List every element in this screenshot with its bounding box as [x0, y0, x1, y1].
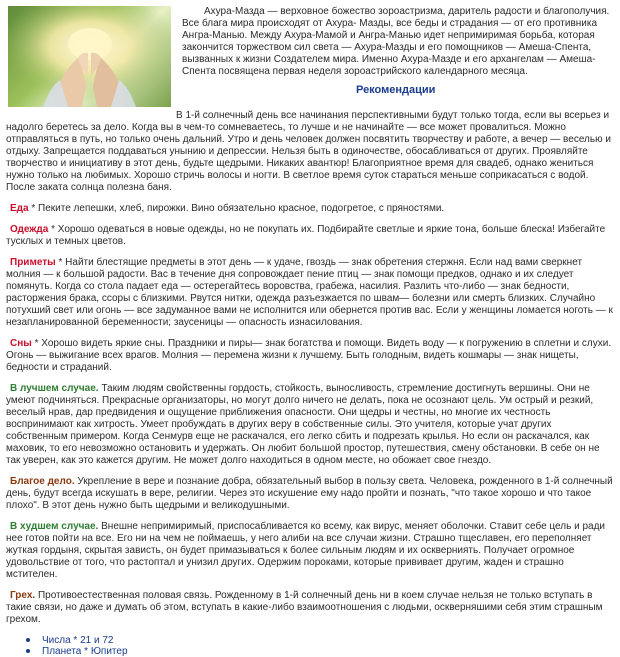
- sin-section: [6, 590, 614, 626]
- food-text: * Пеките лепешки, хлеб, пирожки. Вино обязательно красное, подогретое, с пряностями.: [28, 203, 445, 214]
- good-deed-section: [6, 476, 614, 512]
- day-description: В 1-й солнечный день все начинания перспективными будут только тогда, если вы всерьез и надолго беретесь за дело. Когда вы в чем-то сомневаетесь, то лучше и не начинайте — все может провалиться. Можно отправляться в путь, но только очень дальний. Утро и день человек должен посвятить творчеству и работе, а вечер — веселью и отдыху. Запрещается поддаваться унынию и депрессии. Нельзя быть в одиночестве, обосабливаться от других. Проявляйте творчество и инициативу в этот день, будьте щедрыми. Никаких авантюр! Благоприятное время для свадеб, однако жениться нужно только на любимых. Хорошо стричь волосы и ногти. В светлое время суток стараться меньше соприкасаться с водой. После заката солнца полезна баня.: [6, 110, 611, 193]
- clothes-section: [6, 224, 614, 248]
- recommendations-heading: Рекомендации: [356, 84, 436, 96]
- best-case-section: [6, 383, 614, 467]
- list-item: [26, 646, 614, 657]
- list-item: [26, 635, 614, 646]
- worst-case-label: В худшем случае.: [10, 521, 99, 532]
- sin-text: Противоестественная половая связь. Рожденному в 1-й солнечный день ни в коем случае нельзя не только вступать в такие связи, но даже и думать об этом, вступать в какие-либо взаимоотношения с людьми, оскверняшими себя этим страшным грехом.: [6, 590, 603, 625]
- numbers-link[interactable]: Числа * 21 и 72: [42, 635, 114, 646]
- header-block: [6, 4, 614, 107]
- food-section: [6, 203, 614, 215]
- dreams-section: [6, 338, 614, 374]
- best-case-text: Таким людям свойственны гордость, стойкость, выносливость, стремление достигнуть вершины. Они не умеют подчиняться. Прекрасные организаторы, но могут долго ничего не делать, пока не осознают цель. Ум острый и резкий, веселый нрав, дар предвидения и ощущение приближения опасности. Они щедры и честны, но многие их честность воспринимают как хитрость. Умеет пробуждать в других веру в собственные силы. Это учителя, которые учат других собственным примером. Когда Сенмурв еще не раскачался, его легко сбить и подрезать крылья. Но если он раскачался, как маховик, то его невозможно остановить и удержать. Он любит большой простор, путешествия, смену обстановки. В себе он не так уверен, как это кажется другим. Не может долго находиться в одном месте, но обожает свое гнездо.: [6, 383, 600, 466]
- omens-text: * Найти блестящие предметы в этот день — к удаче, гвоздь — знак обретения стержня. Если над вами сверкнет молния — к большой радости. Вас в течение дня сопровождает пение птиц — знак помощи предков, однако и их следует помянуть. Когда со стола падает еда — остерегайтесь воровства, грабежа, насилия. Разлить что-либо — знак бедности, расторжения брака, ссоры с близкими. Рвутся нитки, одежда разъезжается по швам— болезни или смерть близких. Случайно потухший свет или огонь — все задуманное вами не исполнится или обернется против вас. Если у женщины ломается ноготь — к незапланированной беременности; заусеницы — опасность изнасилования.: [6, 257, 613, 328]
- bullet-icon: [26, 649, 30, 653]
- sin-label: Грех.: [10, 590, 36, 601]
- dreams-text: * Хорошо видеть яркие сны. Праздники и пиры— знак богатства и помощи. Видеть воду — к погружению в сплетни и слухи. Огонь — выжигание всех врагов. Молния — перемена жизни к лучшему. Быть голодным, видеть кошмары — знак нищеты, бедности и страданий.: [6, 338, 612, 373]
- omens-section: [6, 257, 614, 329]
- intro-paragraph: Ахура-Мазда — верховное божество зороастризма, даритель радости и благополучия. Все блага мира происходят от Ахура- Мазды, все беды и страдания — от его противника Ангра-Манью. Между Ахура-Мамой и Ангра-Манью идет непримиримая борьба, которая закончится торжеством сил света — Ахура-Мазды и его помощников — Амеша-Спента, вызванных к жизни Создателем мира. Именно Ахура-Мазде и его архангелам — Амеша-Спента посвящена первая неделя зороастрийского календарного месяца.: [182, 6, 610, 77]
- worst-case-section: [6, 521, 614, 581]
- clothes-label: Одежда: [10, 224, 49, 235]
- good-deed-label: Благое дело.: [10, 476, 75, 487]
- bullet-icon: [26, 638, 30, 642]
- omens-label: Приметы: [10, 257, 56, 268]
- hands-light-illustration: [8, 6, 171, 107]
- food-label: Еда: [10, 203, 29, 214]
- worst-case-text: Внешне непримиримый, приспосабливается ко всему, как вирус, меняет оболочки. Ставит себе цель и ради нее готов пойти на все. Его ни на чем не поймаешь, у него алиби на все случаи жизни. Страшно тщеславен, его переполняет жуткая гордыня, скрытая зависть, он будет примазываться к более сильным людям и их оскверниять. Получает огромное удовольствие от того, что растоптал и унизил других. Одержим пороками, которые прививает другим, жаден и страшно мстителен.: [6, 521, 606, 580]
- hero-image: [8, 6, 171, 107]
- related-links: [26, 635, 614, 657]
- clothes-text: * Хорошо одеваться в новые одежды, но не покупать их. Подбирайте светлые и яркие тона, больше блеска! Избегайте тусклых и темных цветов.: [6, 224, 606, 247]
- good-deed-text: Укрепление в вере и познание добра, обязательный выбор в пользу света. Человека, рожденного в 1-й солнечный день, будут всегда искушать в вере, религии. Через это искушение ему надо пройти и познать, "что такое хорошо и что такое плохо". В этот день нужно быть щедрыми и великодушными.: [6, 476, 613, 511]
- best-case-label: В лучшем случае.: [10, 383, 99, 394]
- dreams-label: Сны: [10, 338, 32, 349]
- planet-link[interactable]: Планета * Юпитер: [42, 646, 128, 657]
